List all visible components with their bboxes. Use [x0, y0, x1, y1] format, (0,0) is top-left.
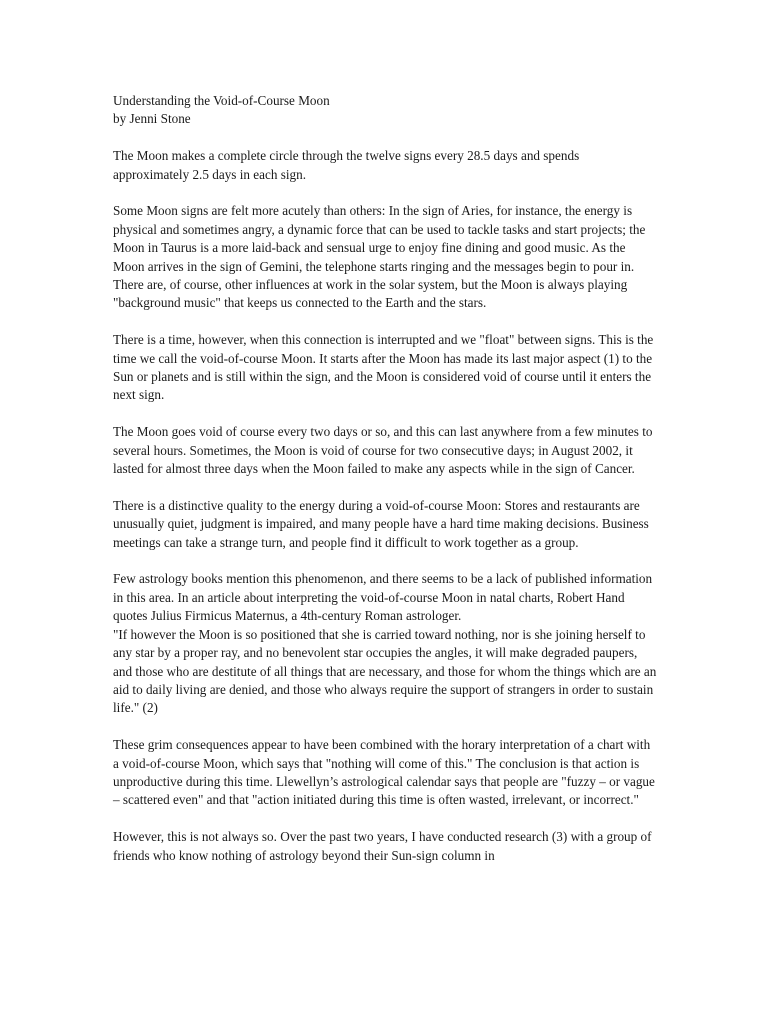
document-byline: by Jenni Stone — [113, 111, 191, 127]
title-block — [113, 92, 658, 129]
paragraph-moon-signs: Some Moon signs are felt more acutely than others: In the sign of Aries, for instance, the energy is physical and sometimes angry, a dynamic force that can be used to tackle tasks and start projects; the Moon in Taurus is a more laid-back and sensual urge to enjoy fine dining and good music. As the Moon arrives in the sign of Gemini, the telephone starts ringing and the messages begin to pour in. There are, of course, other influences at work in the solar system, but the Moon is always playing "background music" that keeps us connected to the Earth and the stars. — [113, 203, 646, 311]
paragraph-consequences: These grim consequences appear to have been combined with the horary interpretation of a chart with a void-of-course Moon, which says that "nothing will come of this." The conclusion is that action is unproductive during this time. Llewellyn’s astrological calendar says that people are "fuzzy – or vague – scattered even" and that "action initiated during this time is often wasted, irrelevant, or incorrect." — [113, 737, 655, 808]
paragraph-interruption: There is a time, however, when this connection is interrupted and we "float" between signs. This is the time we call the void-of-course Moon. It starts after the Moon has made its last major aspect (1) to the Sun or planets and is still within the sign, and the Moon is considered void of course until it enters the next sign. — [113, 332, 654, 403]
paragraph-energy: There is a distinctive quality to the energy during a void-of-course Moon: Stores and restaurants are unusually quiet, judgment is impaired, and many people have a hard time making decisions. Business meetings can take a strange turn, and people find it difficult to work together as a group. — [113, 497, 649, 550]
paragraph-duration: The Moon goes void of course every two days or so, and this can last anywhere from a few minutes to several hours. Sometimes, the Moon is void of course for two consecutive days; in August 2002, it lasted for almost three days when the Moon failed to make any aspects while in the sign of Cancer. — [113, 424, 653, 477]
paragraph-orbit: The Moon makes a complete circle through the twelve signs every 28.5 days and spends approximately 2.5 days in each sign. — [113, 148, 580, 182]
firmicus-quote: "If however the Moon is so positioned that she is carried toward nothing, nor is she joining herself to any star by a proper ray, and no benevolent star occupies the angles, it will make degraded paupers, and those who are destitute of all things that are necessary, and those for whom the things which are an aid to daily living are denied, and those who always require the support of strangers in order to sustain life." (2) — [113, 626, 657, 716]
paragraph-research: However, this is not always so. Over the past two years, I have conducted research (3) with a group of friends who know nothing of astrology beyond their Sun-sign column in — [113, 829, 652, 863]
document-page — [113, 92, 658, 883]
document-title: Understanding the Void-of-Course Moon — [113, 93, 330, 108]
paragraph-hand-quote — [113, 570, 658, 717]
hand-intro: Few astrology books mention this phenomenon, and there seems to be a lack of published information in this area. In an article about interpreting the void-of-course Moon in natal charts, Robert Hand quotes Julius Firmicus Maternus, a 4th-century Roman astrologer. — [113, 571, 653, 624]
